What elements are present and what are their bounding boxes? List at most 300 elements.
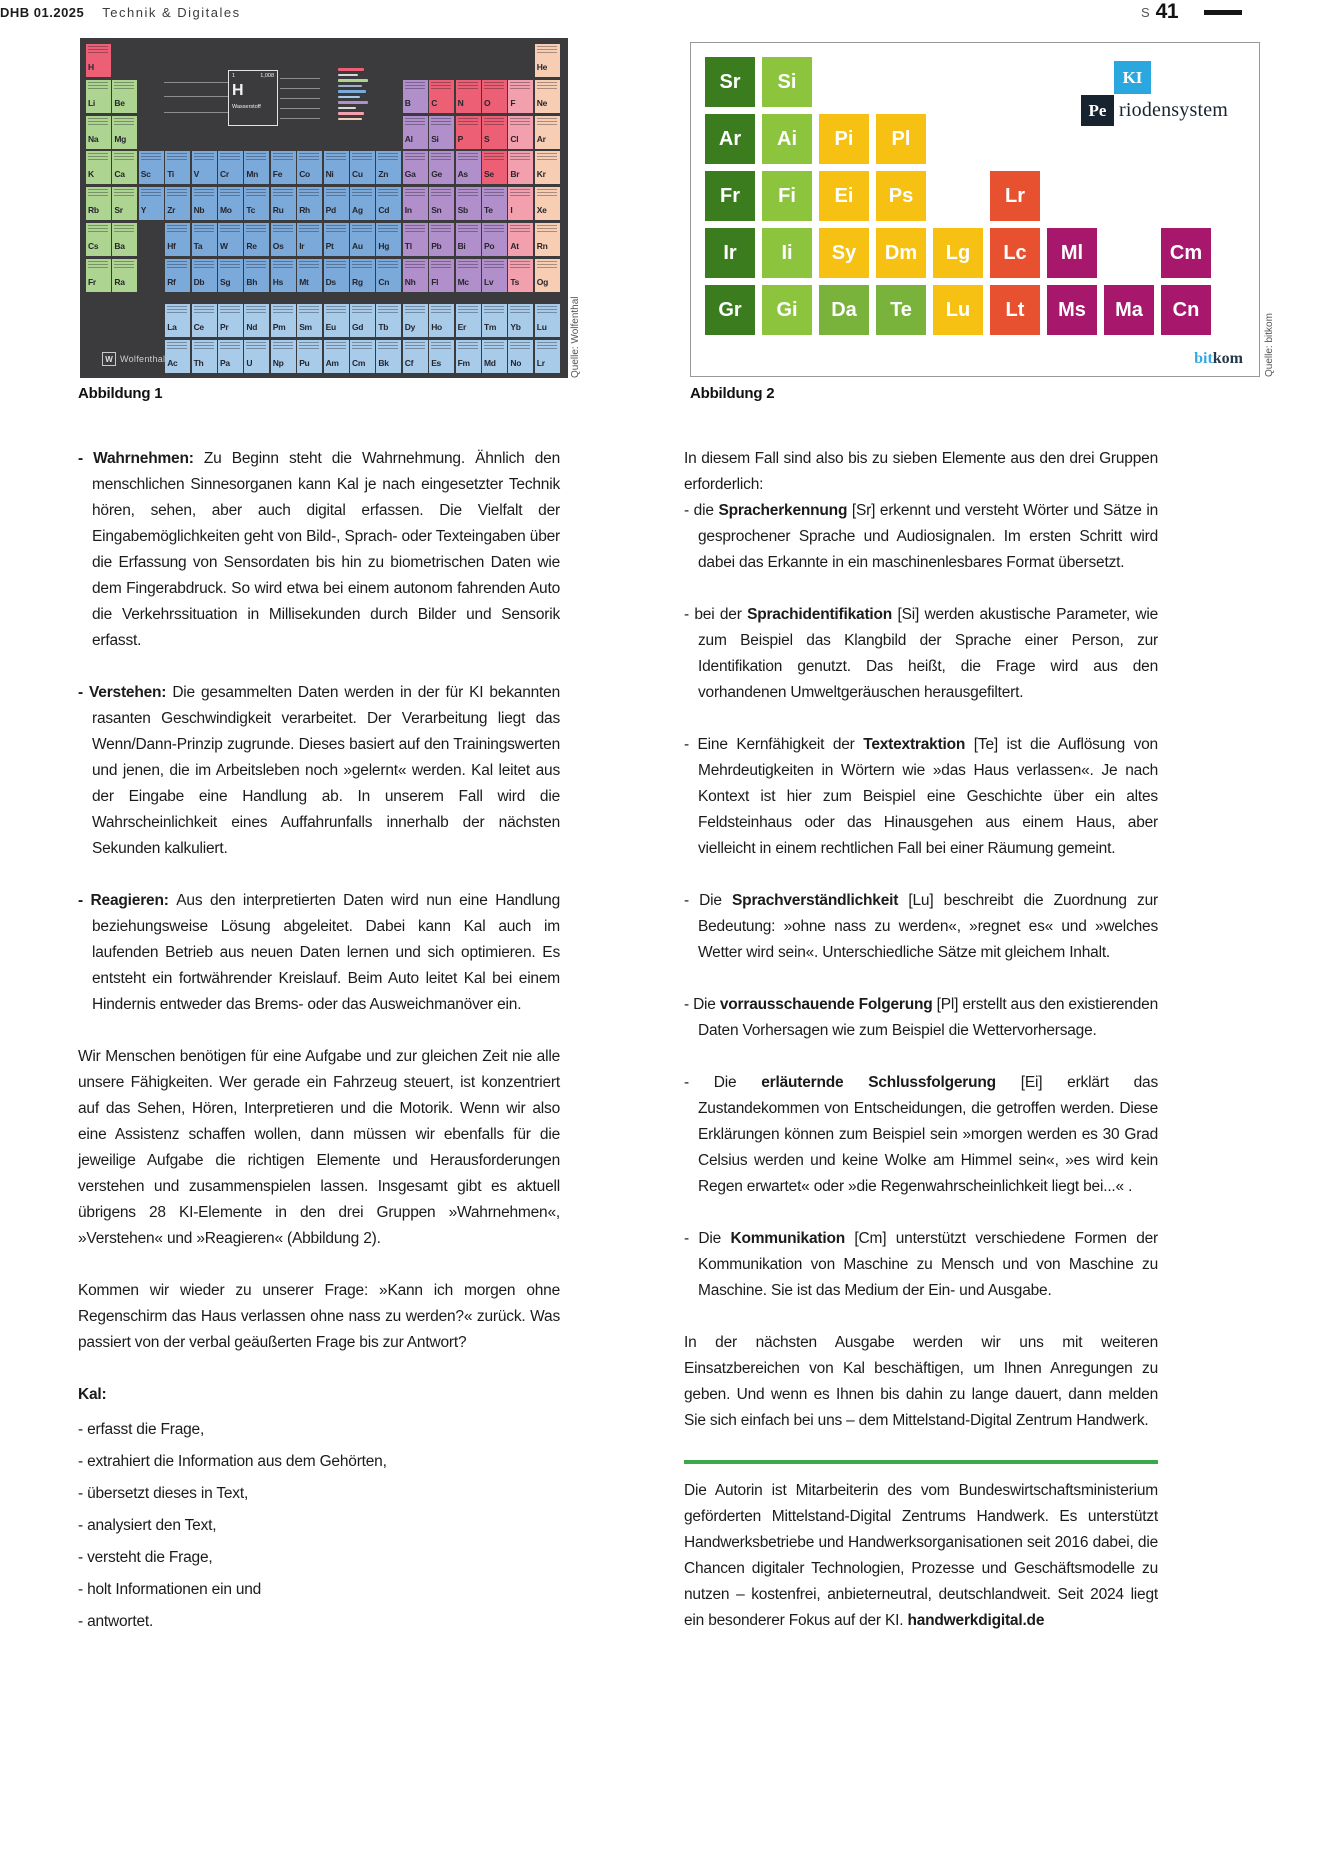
paragraph — [684, 498, 1158, 576]
element-symbol: Au — [352, 241, 363, 251]
text: - Eine Kernfähigkeit der — [684, 736, 864, 753]
element-tile — [139, 151, 164, 184]
text: [Cm] unterstützt verschiedene Formen der Kommunikation von Maschine zu Mensch und von Maschine zu Maschine. Sie ist das Medium der Ein- und Ausgabe. — [698, 1230, 1158, 1299]
element-symbol: Ne — [536, 97, 548, 108]
text: In der nächsten Ausgabe werden wir uns mit weiteren Einsatzbereichen von Kal beschäftigen, um Ihnen Anregungen zu geben. Und wenn es Ihnen bis dahin zu lange dauert, dann melden Sie sich einfach bei uns – dem Mittelstand-Digital Zentrum Handwerk. — [684, 1334, 1158, 1429]
element-tile — [482, 223, 507, 256]
element-symbol: Pa — [220, 358, 230, 368]
kal-heading: Kal: — [78, 1386, 107, 1403]
element-symbol: Nd — [246, 322, 258, 332]
article-column-right — [684, 446, 1158, 1660]
element-symbol: Fr — [88, 276, 96, 287]
element-symbol: At — [510, 241, 519, 251]
text: [Si] werden akustische Parameter, wie zum Beispiel das Klangbild der Sprache einer Person, zur Identifikation genutzt. Das heißt, die Frage wird aus den vorhandenen Umweltgeräuschen herausgefiltert. — [698, 606, 1159, 701]
element-symbol: Rf — [167, 276, 176, 287]
element-tile — [112, 259, 137, 292]
element-symbol: Os — [272, 241, 284, 251]
bold-text: Sprachverständlichkeit — [732, 892, 899, 909]
text: Zu Beginn steht die Wahrnehmung. Ähnlich den menschlichen Sinnesorganen kann Kal je nach eingesetzter Technik hören, sehen, aber auch digital erfassen. Die Vielfalt der Eingabemöglichkeiten geht von Bild-, Sprach- oder Texteingaben über die Erfassung von Sensordaten bis hin zu biometrischen Daten wie dem Fingerabdruck. So wird etwa bei einem autonom fahrenden Auto die Verkehrssituation in Millisekunden durch Bilder und Sensorik erfasst. — [92, 450, 560, 649]
paragraph — [684, 888, 1158, 966]
element-tile — [165, 304, 190, 337]
element-symbol: C — [431, 97, 438, 108]
paragraph — [684, 1070, 1158, 1200]
ki-element-symbol: Si — [777, 70, 797, 93]
ki-element-symbol: Ms — [1058, 298, 1086, 321]
element-symbol: Lv — [484, 276, 494, 287]
bold-text: Textextraktion — [863, 736, 966, 753]
ki-element-tile — [819, 114, 869, 164]
element-symbol: Rh — [299, 205, 310, 216]
category-legend-bar — [338, 74, 358, 77]
ki-element-symbol: Lc — [1003, 241, 1027, 264]
text: [Te] ist die Auflösung von Mehrdeutigkeiten in Wörtern wie »das Haus verlassen«. Je nach Kontext ist hier zum Beispiel eine Geschichte über ein altes Feldsteinhaus oder das Hinausgehen aus einem Haus, aber vielleicht in einem rechtlichen Fall bei einer Räumung gemeint. — [698, 736, 1158, 857]
element-symbol: Rn — [536, 241, 548, 251]
element-tile — [218, 151, 243, 184]
ki-element-symbol: Fr — [720, 184, 740, 207]
paragraph — [78, 446, 560, 654]
element-tile — [456, 187, 481, 220]
paragraph — [78, 888, 560, 1018]
wolfenthal-logo — [102, 352, 165, 366]
ki-element-tile — [876, 228, 926, 278]
footer-section: Technik & Digitales — [102, 4, 241, 20]
element-symbol: Md — [484, 358, 496, 368]
element-tile — [192, 151, 217, 184]
element-tile — [297, 223, 322, 256]
ki-element-symbol: Gr — [718, 298, 742, 321]
element-tile — [192, 259, 217, 292]
element-legend-box — [228, 70, 278, 126]
ki-element-symbol: Cn — [1172, 298, 1200, 321]
element-tile — [403, 151, 428, 184]
paragraph — [78, 680, 560, 862]
ki-element-tile — [705, 228, 755, 278]
element-tile — [165, 259, 190, 292]
ki-element-tile — [1047, 228, 1097, 278]
ki-element-symbol: Da — [831, 298, 857, 321]
ki-element-symbol: Ir — [723, 241, 737, 264]
element-tile — [456, 80, 481, 113]
element-tile — [508, 187, 533, 220]
element-symbol: Ru — [272, 205, 284, 216]
ki-element-tile — [1047, 285, 1097, 335]
element-symbol: Mt — [299, 276, 309, 287]
element-tile — [297, 151, 322, 184]
element-symbol: Ra — [114, 276, 125, 287]
element-symbol: F — [510, 97, 516, 108]
element-tile — [86, 151, 111, 184]
element-symbol: Np — [272, 358, 284, 368]
element-symbol: Y — [140, 205, 147, 216]
kal-list-item: - analysiert den Text, — [78, 1517, 217, 1534]
element-tile — [456, 151, 481, 184]
element-symbol: Kr — [536, 169, 546, 180]
element-tile — [297, 259, 322, 292]
ki-element-symbol: Ps — [888, 184, 914, 207]
element-symbol: Ge — [431, 169, 442, 180]
ki-element-symbol: Gi — [776, 298, 798, 321]
figure2-caption: Abbildung 2 — [690, 385, 775, 402]
element-symbol: Sb — [457, 205, 468, 216]
element-symbol: Pu — [299, 358, 310, 368]
legend-line — [280, 108, 320, 109]
element-symbol: La — [167, 322, 177, 332]
text: Die gesammelten Daten werden in der für KI bekannten rasanten Geschwindigkeit verarbeitet. Der Verarbeitung liegt das Wenn/Dann-Prinzip zugrunde. Dieses basiert auf den Trainingswerten und jenen, die im Arbeitsleben noch »gelernt« werden. Kal leitet aus der Eingabe eine Handlung ab. In unserem Fall wird die Wahrscheinlichkeit eines Auffahrunfalls innerhalb der nächsten Sekunden kalkuliert. — [92, 684, 560, 857]
element-tile — [482, 304, 507, 337]
kal-list-item: - antwortet. — [78, 1613, 154, 1630]
element-tile — [324, 340, 349, 373]
ki-element-symbol: Lr — [1005, 184, 1025, 207]
paragraph — [684, 446, 1158, 498]
ki-element-tile — [762, 171, 812, 221]
element-symbol: Mn — [246, 169, 259, 180]
category-legend-bar — [338, 118, 362, 121]
ki-logo-square: KI — [1114, 61, 1151, 94]
footer-right — [1141, 0, 1242, 24]
legend-line — [280, 88, 320, 89]
element-symbol: Xe — [536, 205, 547, 216]
ki-element-symbol: Lt — [1005, 298, 1025, 321]
element-tile — [403, 259, 428, 292]
element-symbol: Tc — [246, 205, 256, 216]
element-tile — [86, 223, 111, 256]
element-symbol: Lr — [536, 358, 545, 368]
element-symbol: Nb — [193, 205, 205, 216]
article-column-left — [78, 446, 560, 1638]
ki-element-tile — [762, 114, 812, 164]
ki-element-symbol: Te — [890, 298, 912, 321]
figure-periodic-table-chemistry — [80, 38, 568, 378]
element-tile — [508, 151, 533, 184]
ki-element-symbol: Ii — [781, 241, 793, 264]
element-tile — [324, 151, 349, 184]
text: - Die — [684, 1074, 762, 1091]
element-symbol: Hg — [378, 241, 390, 251]
ki-element-symbol: Cm — [1169, 241, 1203, 264]
text: - die — [684, 502, 719, 519]
legend-line — [164, 112, 228, 113]
bold-text: Sprachidentifikation — [747, 606, 893, 623]
ki-element-tile — [705, 114, 755, 164]
element-tile — [324, 187, 349, 220]
ki-element-tile — [762, 228, 812, 278]
element-tile — [535, 187, 560, 220]
element-symbol: Mo — [220, 205, 232, 216]
bold-text: erläuternde Schlussfolgerung — [761, 1074, 996, 1091]
ki-element-tile — [762, 57, 812, 107]
legend-element-name: Wasserstoff — [232, 104, 261, 110]
paragraph — [684, 602, 1158, 706]
element-symbol: K — [88, 169, 94, 180]
kal-list-item: - erfasst die Frage, — [78, 1421, 205, 1438]
footer-bar — [1204, 10, 1242, 15]
element-symbol: Cm — [352, 358, 366, 368]
element-tile — [535, 151, 560, 184]
element-tile — [429, 259, 454, 292]
element-tile — [165, 151, 190, 184]
element-symbol: Cf — [404, 358, 414, 368]
element-symbol: Cn — [378, 276, 390, 287]
element-tile — [456, 340, 481, 373]
element-tile — [403, 187, 428, 220]
element-tile — [218, 259, 243, 292]
ki-element-tile — [819, 171, 869, 221]
legend-line — [280, 118, 320, 119]
element-symbol: Ta — [193, 241, 203, 251]
element-symbol: B — [404, 97, 411, 108]
element-symbol: Si — [431, 133, 439, 144]
element-tile — [429, 340, 454, 373]
ki-element-tile — [705, 171, 755, 221]
legend-line — [164, 82, 228, 83]
text: - bei der — [684, 606, 748, 623]
text: In diesem Fall sind also bis zu sieben Elemente aus den drei Gruppen erforderlich: — [684, 450, 1158, 493]
category-legend-bar — [338, 107, 356, 110]
element-tile — [86, 259, 111, 292]
ki-element-symbol: Sy — [831, 241, 857, 264]
element-symbol: Ba — [114, 241, 125, 251]
element-symbol: Pd — [325, 205, 336, 216]
element-tile — [165, 187, 190, 220]
element-tile — [376, 223, 401, 256]
element-symbol: He — [536, 62, 548, 72]
footer — [0, 0, 1242, 24]
element-tile — [271, 304, 296, 337]
bold-text: Kommunikation — [730, 1230, 845, 1247]
element-tile — [271, 223, 296, 256]
element-tile — [86, 187, 111, 220]
element-tile — [429, 80, 454, 113]
element-symbol: Bk — [378, 358, 389, 368]
ki-element-symbol: Fi — [778, 184, 796, 207]
element-symbol: Cu — [352, 169, 363, 180]
bold-text: Spracherkennung — [718, 502, 848, 519]
ki-element-tile — [762, 285, 812, 335]
element-symbol: Li — [88, 97, 95, 108]
element-tile — [218, 187, 243, 220]
element-symbol: S — [484, 133, 490, 144]
element-tile — [535, 223, 560, 256]
text: [Sr] erkennt und versteht Wörter und Sätze in gesprochener Sprache und Audiosignalen. Im ersten Schritt wird dabei das Erkannte in ein maschinenlesbares Format übersetzt. — [698, 502, 1159, 571]
element-tile — [244, 187, 269, 220]
element-tile — [456, 116, 481, 149]
element-tile — [376, 259, 401, 292]
element-tile — [376, 151, 401, 184]
element-symbol: Ag — [352, 205, 363, 216]
element-symbol: Cs — [88, 241, 99, 251]
ki-element-tile — [819, 285, 869, 335]
element-tile — [244, 151, 269, 184]
element-tile — [244, 223, 269, 256]
text: - Die — [684, 1230, 731, 1247]
element-symbol: Cr — [220, 169, 229, 180]
legend-atomic-number: 1 — [232, 73, 236, 79]
ki-element-tile — [876, 285, 926, 335]
element-symbol: Sm — [299, 322, 312, 332]
element-symbol: Bi — [457, 241, 466, 251]
element-tile — [508, 340, 533, 373]
element-tile — [482, 259, 507, 292]
element-tile — [271, 340, 296, 373]
paragraph — [78, 1278, 560, 1356]
element-tile — [403, 223, 428, 256]
kal-list-item: - übersetzt dieses in Text, — [78, 1485, 249, 1502]
element-symbol: Po — [484, 241, 495, 251]
element-tile — [86, 80, 111, 113]
element-tile — [112, 80, 137, 113]
element-tile — [350, 259, 375, 292]
element-symbol: I — [510, 205, 513, 216]
element-tile — [139, 187, 164, 220]
element-symbol: Am — [325, 358, 339, 368]
ki-element-tile — [933, 285, 983, 335]
paragraph — [684, 1226, 1158, 1304]
element-tile — [218, 223, 243, 256]
paragraph — [684, 992, 1158, 1044]
bitkom-logo — [1194, 350, 1243, 368]
element-symbol: Ho — [431, 322, 442, 332]
element-tile — [271, 151, 296, 184]
element-tile — [429, 223, 454, 256]
ki-element-tile — [933, 228, 983, 278]
element-symbol: Na — [88, 133, 99, 144]
element-symbol: Es — [431, 358, 441, 368]
element-tile — [297, 340, 322, 373]
category-color-legend — [338, 68, 372, 123]
element-tile — [376, 304, 401, 337]
element-symbol: Pr — [220, 322, 229, 332]
element-tile — [429, 187, 454, 220]
element-symbol: Re — [246, 241, 257, 251]
element-symbol: Fe — [272, 169, 283, 180]
element-tile — [482, 80, 507, 113]
ki-element-tile — [1104, 285, 1154, 335]
element-tile — [271, 187, 296, 220]
element-symbol: Db — [193, 276, 205, 287]
wolfenthal-logo-icon: W — [102, 352, 116, 366]
element-symbol: Se — [484, 169, 494, 180]
ki-element-tile — [876, 171, 926, 221]
legend-symbol: H — [232, 82, 244, 99]
element-symbol: Al — [404, 133, 413, 144]
element-symbol: Mg — [114, 133, 127, 144]
element-symbol: Hs — [272, 276, 284, 287]
element-tile — [403, 80, 428, 113]
footer-issue: DHB 01.2025 — [0, 4, 85, 20]
ki-element-tile — [1161, 285, 1211, 335]
element-symbol: Sr — [114, 205, 123, 216]
pe-logo-square: Pe — [1081, 95, 1114, 126]
element-symbol: Zn — [378, 169, 389, 180]
element-tile — [429, 151, 454, 184]
element-tile — [456, 304, 481, 337]
element-symbol: Ir — [299, 241, 305, 251]
text: [Ei] erklärt das Zustandekommen von Entscheidungen, die getroffen werden. Diese Erklärungen können zum Beispiel sein »morgen werden es 30 Grad Celsius werden und keine Wolke am Himmel sein«, »es wird kein Regen erwartet« oder »die Regenwahrscheinlichkeit liegt bei...« . — [698, 1074, 1158, 1195]
element-symbol: Ts — [510, 276, 520, 287]
element-tile — [192, 187, 217, 220]
element-symbol: Rg — [352, 276, 363, 287]
element-tile — [218, 340, 243, 373]
element-symbol: Bh — [246, 276, 258, 287]
element-symbol: Te — [484, 205, 493, 216]
ki-element-symbol: Dm — [884, 241, 918, 264]
element-symbol: Ga — [404, 169, 416, 180]
element-tile — [535, 304, 560, 337]
figure2-source-credit: Quelle: bitkom — [1264, 313, 1275, 377]
element-symbol: Ds — [325, 276, 336, 287]
ki-element-symbol: Pi — [834, 127, 854, 150]
element-tile — [508, 116, 533, 149]
element-symbol: Ca — [114, 169, 125, 180]
element-tile — [165, 223, 190, 256]
ki-element-tile — [990, 171, 1040, 221]
element-symbol: Tb — [378, 322, 389, 332]
element-tile — [112, 187, 137, 220]
element-tile — [508, 223, 533, 256]
ki-element-symbol: Pl — [891, 127, 911, 150]
element-symbol: Ni — [325, 169, 334, 180]
ki-element-symbol: Ei — [834, 184, 854, 207]
category-legend-bar — [338, 68, 364, 71]
element-symbol: Cl — [510, 133, 519, 144]
figure-ki-periodensystem — [690, 42, 1260, 377]
text: [Pl] erstellt aus den existierenden Daten Vorhersagen wie zum Beispiel die Wettervorhersage. — [698, 996, 1158, 1039]
text: Wir Menschen benötigen für eine Aufgabe und zur gleichen Zeit nie alle unsere Fähigkeiten. Wer gerade ein Fahrzeug steuert, ist konzentriert auf das Sehen, Hören, Interpretieren und die Motorik. Wenn wir also eine Assistenz schaffen wollen, dann müssen wir ebenfalls für die jeweilige Aufgabe die richtigen Elemente und Herausforderungen verstehen und zusammenspielen lassen. Insgesamt gibt es aktuell übrigens 28 KI-Elemente in den drei Gruppen »Wahrnehmen«, »Verstehen« und »Reagieren« (Abbildung 2). — [78, 1048, 560, 1247]
text: [Lu] beschreibt die Zuordnung zur Bedeutung: »ohne nass zu werden«, »regnet es« und »welches Wetter wird sein«. Unterschiedliche Sätze mit gleichem Inhalt. — [698, 892, 1158, 961]
ki-element-symbol: Ar — [718, 127, 742, 150]
element-symbol: Gd — [352, 322, 364, 332]
legend-atomic-mass: 1,008 — [260, 73, 274, 79]
wolfenthal-logo-text: Wolfenthal — [120, 354, 166, 364]
element-tile — [350, 340, 375, 373]
element-symbol: In — [404, 205, 412, 216]
element-tile — [244, 259, 269, 292]
legend-line — [164, 96, 228, 97]
category-legend-bar — [338, 79, 368, 82]
element-tile — [482, 151, 507, 184]
element-symbol: Dy — [404, 322, 416, 332]
ki-element-tile — [990, 228, 1040, 278]
figure1-source-credit: Quelle: Wolfenthal — [570, 296, 581, 378]
ki-element-tile — [876, 114, 926, 164]
element-symbol: H — [88, 62, 94, 72]
category-legend-bar — [338, 101, 368, 104]
divider-line — [684, 1460, 1158, 1464]
element-symbol: Ac — [167, 358, 178, 368]
element-symbol: Pt — [325, 241, 334, 251]
element-tile — [192, 340, 217, 373]
element-symbol: Tl — [404, 241, 412, 251]
footer-left — [0, 5, 241, 20]
author-note — [684, 1478, 1158, 1634]
bold-text: - Reagieren: — [78, 892, 177, 909]
ki-element-symbol: Lg — [945, 241, 971, 264]
element-tile — [535, 80, 560, 113]
element-tile — [324, 304, 349, 337]
element-tile — [508, 304, 533, 337]
element-tile — [535, 259, 560, 292]
element-tile — [456, 259, 481, 292]
element-symbol: Og — [536, 276, 549, 287]
element-tile — [429, 116, 454, 149]
element-tile — [535, 44, 560, 77]
element-tile — [508, 80, 533, 113]
kal-list — [78, 1414, 560, 1638]
element-symbol: Th — [193, 358, 204, 368]
legend-line — [280, 78, 320, 79]
element-tile — [86, 116, 111, 149]
kal-list-item: - extrahiert die Information aus dem Gehörten, — [78, 1453, 387, 1470]
